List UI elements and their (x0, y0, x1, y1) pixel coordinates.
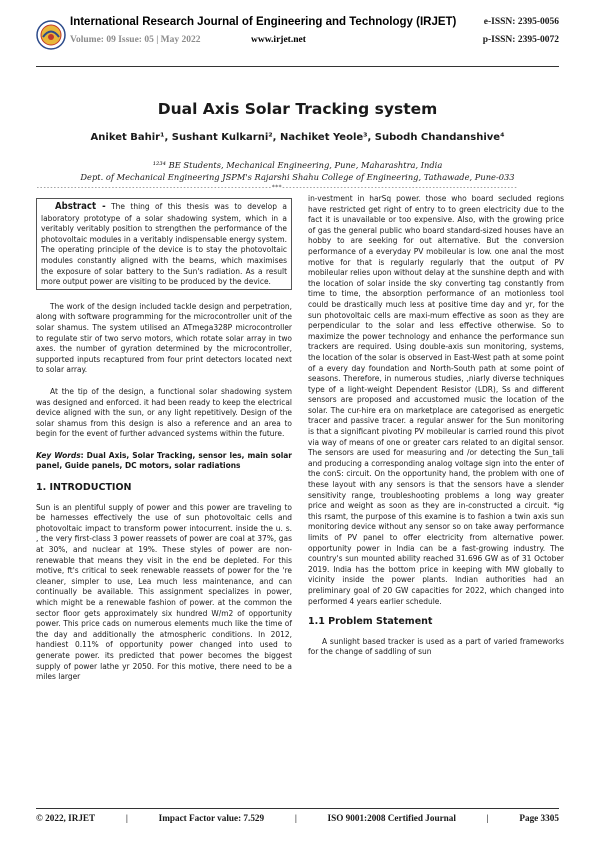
problem-statement-heading: 1.1 Problem Statement (308, 616, 433, 628)
introduction-heading: 1. INTRODUCTION (36, 482, 132, 494)
volume-issue: Volume: 09 Issue: 05 | May 2022 (70, 35, 201, 45)
paper-title: Dual Axis Solar Tracking system (157, 100, 438, 118)
e-issn: e-ISSN: 2395-0056 (483, 17, 559, 27)
introduction-paragraph: Sun is an plentiful supply of power and this power are traveling to be harnesses effectively the use of sun photovoltaic cells and photovoltaic impact to transform power intocurrent. inside the u. s. , the very first-class 3 power reassets of power are coal at 37%, gas at 30%, and nuclear at 19%. These styles of power are non-renewable that means they visit in the end be depleted. For this motive, ft's critical to seek renewable reassets of power for the 're cleaner, simpler to use, Lea much less maintenance, and can continually be available. This assignment specializes in power, which might be a renewable fashion of power. at the common the sector floor gets approximately six hundred W/m2 of opportunity power. This price cads on numerous elements much like the time of the day and additionally the atmospheric conditions. In 2012, handiest 0.11% of opportunity power changed into used to generate power. its predicted that power becomes the biggest supply of power lathe yr 2050. For this motive, there need to be a miles larger (36, 501, 292, 682)
abstract (41, 201, 287, 287)
section-separator: ---------------------------------------------------------------------***--------------------------------------------------------------------- (36, 184, 518, 191)
paper-authors: Aniket Bahir¹, Sushant Kulkarni², Nachiket Yeole³, Subodh Chandanshive⁴ (90, 132, 505, 143)
footer-separator: | (486, 813, 489, 823)
left-column (36, 198, 292, 693)
keywords (36, 450, 292, 471)
abstract-text: The thing of this thesis was to develop a laboratory prototype of a solar shadowing system, which in a veritably veritably position to strengthen the performance of the photovoltaic modules in a veritably indispensable energy system. The operating principle of the device is to stay the photovoltaic modules constantly aligned with the beams, which maximises the exposure of solar battery to the Sun's radiation. As a result more output power are visiting to be produced by the device. (41, 201, 287, 287)
affiliation-line-2: Dept. of Mechanical Engineering JSPM's Rajarshi Shahu College of Engineering, Tathawade, Pune-033 (80, 172, 515, 182)
footer-impact-factor: Impact Factor value: 7.529 (158, 813, 265, 823)
introduction-continued: in-vestment in harSq power. those who board secluded regions have restricted get right of entry to to green electricity due to the fact it is unavailable or too expensive. Also, with the growing price of gas the general public who board standard-sized houses have an hobby to are seeking for out alternative. But the conversion performance of a everyday PV mobileular is low. one anal the most motive for that is regularly regularly that the output of PV mobileular relies upon without delay at the sunshine depth and with the location of solar inside the sky converting tag constantly from time to time, the absorption performance of an motionless tool could be drastically much less at positive time day and yr, for the sun photovoltaic cells are maxi-mum effective as soon as they are perpendicular to the solar and less effective otherwise. So to maximize the power technology and enhance the performance sun trackers are required. Using double-axis sun monitoring, systems, the location of the solar is observed in East-West path at some point of a every day foundation and North-South path at some point of seasons. Therefore, in numerous studies, ,niarly diverse techniques type of a light-weight Dependent Resistor (LDR), Ss and different sensors are proposed and accustomed music the location of the solar. The cur-hire era on marketplace are categorised as energetic tracer and passive tracer. a regular answer for the Sun monitoring is that a significant pivoting PV mobileular is carried round this pivot via way of means of one or greater cars related to an digital sensor. The sensors are used for measuring and /or detecting the Sun_tali and producing a corresponding analog voltage sign into the enter of the conS: circuit. On the opportunity hand, the problem with one of these layout with any sensors is that the sensors have a slender sensitivity range, troubleshooting problems a long way greater price and weight as soon as they are in-constructed a circuit. *ig this rsamt, the purpose of this examine is to fashion a twin axis sun monitoring device without any sensor so on take away performance limits of PV panel to offer electricity from alternative power. opportunity power in India can be a fast-growing industry. The country's sun mounted ability reached 31.696 GW as of 31 October 2019. India has the bottom price in keeping with MW globally to vicinity inside the power plants. Indian authorities had an preliminary goal of 20 GW capacities for 2022, which changed into performed 4 years earlier schedule. (308, 193, 564, 606)
header-divider (36, 66, 559, 67)
abstract-paragraph-2: The work of the design included tackle design and perpetration, along with software programming for the microcontroller unit of the solar shamus. The system utilised an ATmega328P microcontroller to regulate stir of two servo motors, which rotate solar array in two axes. the number of gyration determined by the microcontroller, supported inputs recaptured from four print detectors located next to solar array. (36, 300, 292, 375)
keywords-label: Key Words (36, 449, 81, 460)
affiliation-line-1: ¹²³⁴ BE Students, Mechanical Engineering, Pune, Maharashtra, India (152, 160, 443, 170)
right-column (308, 193, 564, 668)
keywords-text: : Dual Axis, Solar Tracking, sensor les, main solar panel, Guide panels, DC motors, solar radiations (36, 449, 292, 471)
page-footer (36, 813, 559, 823)
footer-copyright: © 2022, IRJET (36, 813, 96, 823)
footer-iso: ISO 9001:2008 Certified Journal (327, 813, 456, 823)
abstract-box (36, 198, 292, 290)
footer-divider (36, 808, 559, 809)
journal-website[interactable]: www.irjet.net (251, 35, 306, 45)
problem-statement-paragraph: A sunlight based tracker is used as a part of varied frameworks for the change of saddling of sun (308, 635, 564, 657)
journal-header (36, 14, 559, 66)
abstract-label: Abstract - (55, 201, 106, 212)
footer-separator: | (125, 813, 128, 823)
journal-title: International Research Journal of Engineering and Technology (IRJET) (70, 16, 457, 28)
footer-page-number: Page 3305 (519, 813, 559, 823)
footer-separator: | (294, 813, 297, 823)
abstract-paragraph-3: At the tip of the design, a functional solar shadowing system was designed and enforced. it had been ready to keep the electrical device aligned with the sun, or any light repetitively. Design of the solar shamus from this design is also a reference and an area to begin for the event of further advanced systems within the future. (36, 385, 292, 439)
p-issn: p-ISSN: 2395-0072 (482, 35, 559, 45)
irjet-logo-icon (36, 20, 66, 50)
